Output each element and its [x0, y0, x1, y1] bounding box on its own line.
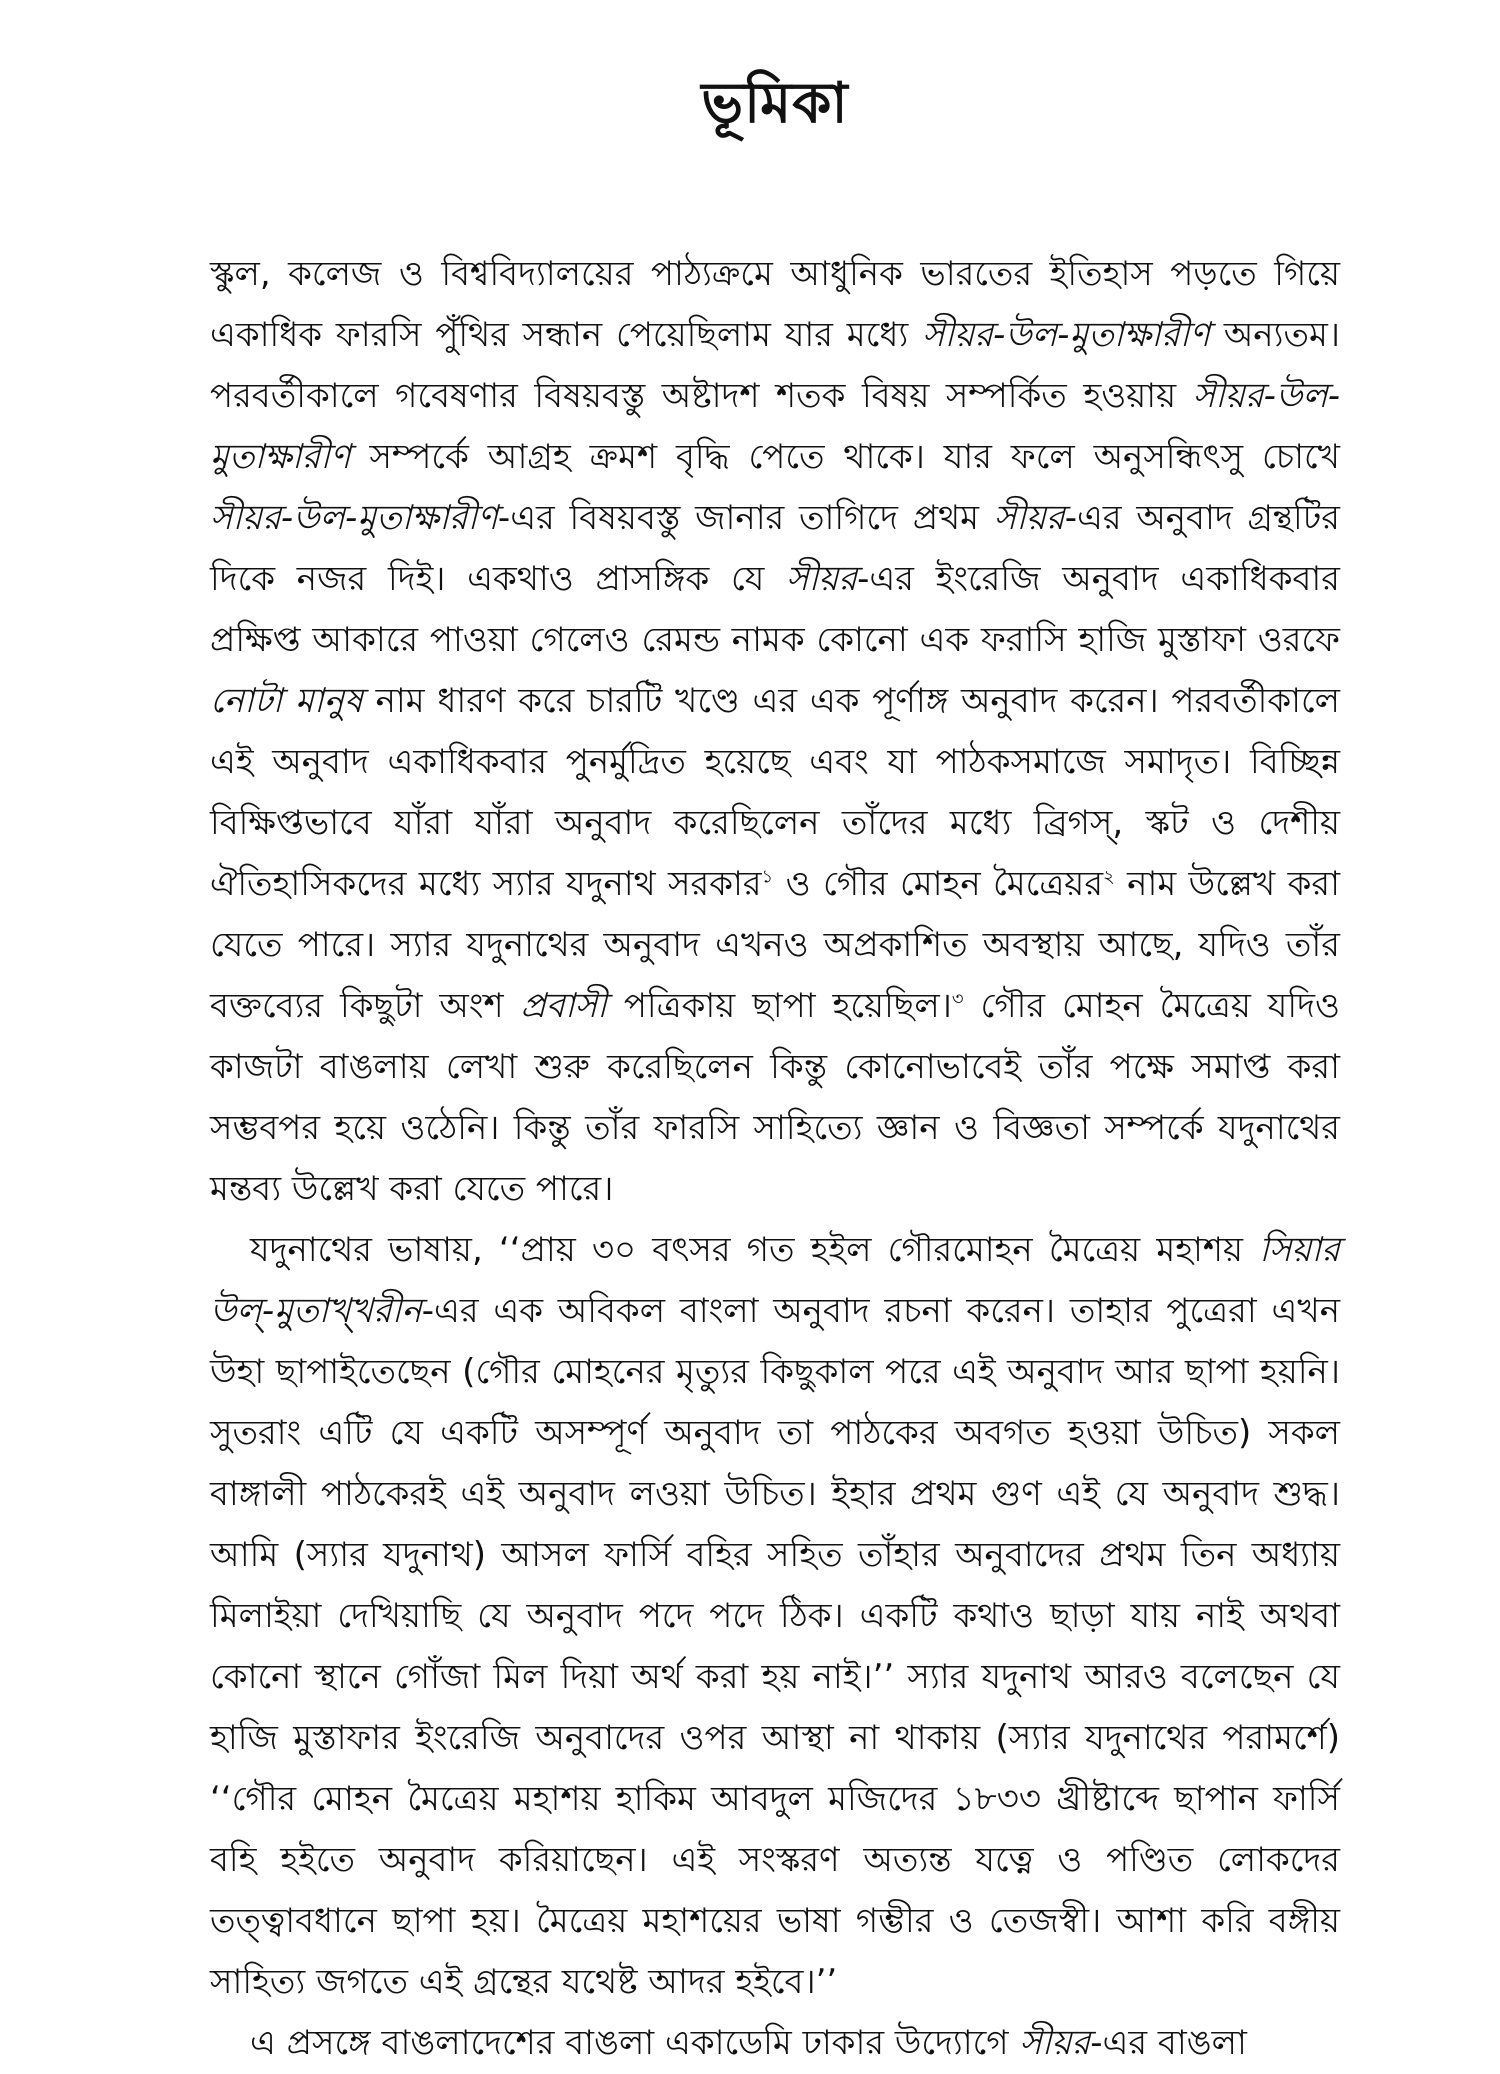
paragraph-3	[210, 2013, 1340, 2074]
italic-book-title: সীয়র-উল-মুতাক্ষারীণ	[210, 498, 498, 538]
text-run: সম্পর্কে আগ্রহ ক্রমশ বৃদ্ধি পেতে থাকে। যার ফলে অনুসন্ধিৎসু চোখে	[350, 437, 1340, 477]
italic-pen-name: নোটা মানুষ	[210, 681, 363, 721]
footnote-marker-1: ১	[761, 866, 774, 888]
text-run: -এর অনুবাদ গ্রন্থটির দিকে নজর দিই। একথাও প্রাসঙ্গিক যে	[210, 498, 1340, 599]
text-run: -এর বিষয়বস্তু জানার তাগিদে প্রথম	[497, 498, 994, 538]
text-run: স্কুল, কলেজ ও বিশ্ববিদ্যালয়ের পাঠ্যক্রমে আধুনিক ভারতের ইতিহাস পড়তে গিয়ে একাধিক ফারসি পুঁথির সন্ধান পেয়েছিলাম যার মধ্যে	[210, 254, 1340, 355]
text-run: নাম উল্লেখ করা যেতে পারে। স্যার যদুনাথের অনুবাদ এখনও অপ্রকাশিত অবস্থায় আছে, যদিও তাঁর বক্তব্যের কিছুটা অংশ	[210, 864, 1340, 1026]
text-run: গৌর মোহন মৈত্রেয় যদিও কাজটা বাঙলায় লেখা শুরু করেছিলেন কিন্তু কোনোভাবেই তাঁর পক্ষে সমাপ্ত করা সম্ভবপর হয়ে ওঠেনি। কিন্তু তাঁর ফারসি সাহিত্যে জ্ঞান ও বিজ্ঞতা সম্পর্কে যদুনাথের মন্তব্য উল্লেখ করা যেতে পারে।	[210, 986, 1340, 1209]
italic-book-title: সীয়র-উল-মুতাক্ষারীণ	[922, 315, 1211, 355]
text-run: নাম ধারণ করে চারটি খণ্ডে এর এক পূর্ণাঙ্গ অনুবাদ করেন। পরবর্তীকালে এই অনুবাদ একাধিকবার পুনর্মুদ্রিত হয়েছে এবং যা পাঠকসমাজে সমাদৃত। বিচ্ছিন্ন বিক্ষিপ্তভাবে যাঁরা যাঁরা অনুবাদ করেছিলেন তাঁদের মধ্যে ব্রিগস্, স্কট ও দেশীয় ঐতিহাসিকদের মধ্যে স্যার যদুনাথ সরকার	[210, 681, 1340, 904]
page-title: ভূমিকা	[701, 71, 849, 136]
text-run: -এর ইংরেজি অনুবাদ একাধিকবার প্রক্ষিপ্ত আকারে পাওয়া গেলেও রেমন্ড নামক কোনো এক ফরাসি হাজি মুস্তাফা ওরফে	[210, 559, 1340, 660]
text-run: -এর এক অবিকল বাংলা অনুবাদ রচনা করেন। তাহার পুত্রেরা এখন উহা ছাপাইতেছেন (গৌর মোহনের মৃত্যুর কিছুকাল পরে এই অনুবাদ আর ছাপা হয়নি। সুতরাং এটি যে একটি অসম্পূর্ণ অনুবাদ তা পাঠকের অবগত হওয়া উচিত) সকল বাঙ্গালী পাঠকেরই এই অনুবাদ লওয়া উচিত। ইহার প্রথম গুণ এই যে অনুবাদ শুদ্ধ। আমি (স্যার যদুনাথ) আসল ফার্সি বহির সহিত তাঁহার অনুবাদের প্রথম তিন অধ্যায় মিলাইয়া দেখিয়াছি যে অনুবাদ পদে পদে ঠিক। একটি কথাও ছাড়া যায় নাই অথবা কোনো স্থানে গোঁজা মিল দিয়া অর্থ করা হয় নাই।’’ স্যার যদুনাথ আরও বলেছেন যে হাজি মুস্তাফার ইংরেজি অনুবাদের ওপর আস্থা না থাকায় (স্যার যদুনাথের পরামর্শে) ‘‘গৌর মোহন মৈত্রেয় মহাশয় হাকিম আবদুল মজিদের ১৮৩৩ খ্রীষ্টাব্দে ছাপান ফার্সি বহি হইতে অনুবাদ করিয়াছেন। এই সংস্করণ অত্যন্ত যত্নে ও পণ্ডিত লোকদের তত্ত্বাবধানে ছাপা হয়। মৈত্রেয় মহাশয়ের ভাষা গম্ভীর ও তেজস্বী। আশা করি বঙ্গীয় সাহিত্য জগতে এই গ্রন্থের যথেষ্ট আদর হইবে।’’	[210, 1291, 1340, 2002]
text-run: ও গৌর মোহন মৈত্রেয়র	[773, 864, 1104, 904]
text-run: পত্রিকায় ছাপা হয়েছিল।	[606, 986, 952, 1026]
text-run: এ প্রসঙ্গে বাঙলাদেশের বাঙলা একাডেমি ঢাকার উদ্যোগে	[250, 2023, 1020, 2063]
paragraph-1	[210, 244, 1340, 1220]
text-run: -এর বাঙলা	[1090, 2023, 1247, 2063]
italic-book-title: সীয়র	[993, 498, 1065, 538]
italic-journal-name: প্রবাসী	[520, 986, 607, 1026]
text-run: অন্যতম। পরবর্তীকালে গবেষণার বিষয়বস্তু অষ্টাদশ শতক বিষয় সম্পর্কিত হওয়ায়	[210, 315, 1340, 416]
footnote-marker-3: ৩	[951, 988, 964, 1010]
document-page	[210, 60, 1340, 2063]
italic-book-title: সীয়র	[786, 559, 858, 599]
text-run: যদুনাথের ভাষায়, ‘‘প্রায় ৩০ বৎসর গত হইল গৌরমোহন মৈত্রেয় মহাশয়	[250, 1230, 1260, 1270]
italic-book-title: সীয়র	[1019, 2023, 1091, 2063]
paragraph-2	[210, 1220, 1340, 2013]
footnote-marker-2: ২	[1103, 866, 1115, 888]
italic-book-title: সীয়র-উল-মুতাক্ষারীণ	[210, 376, 1340, 477]
italic-book-title: সিয়ার উল্-মুতাখ্খরীন	[210, 1230, 1340, 1331]
